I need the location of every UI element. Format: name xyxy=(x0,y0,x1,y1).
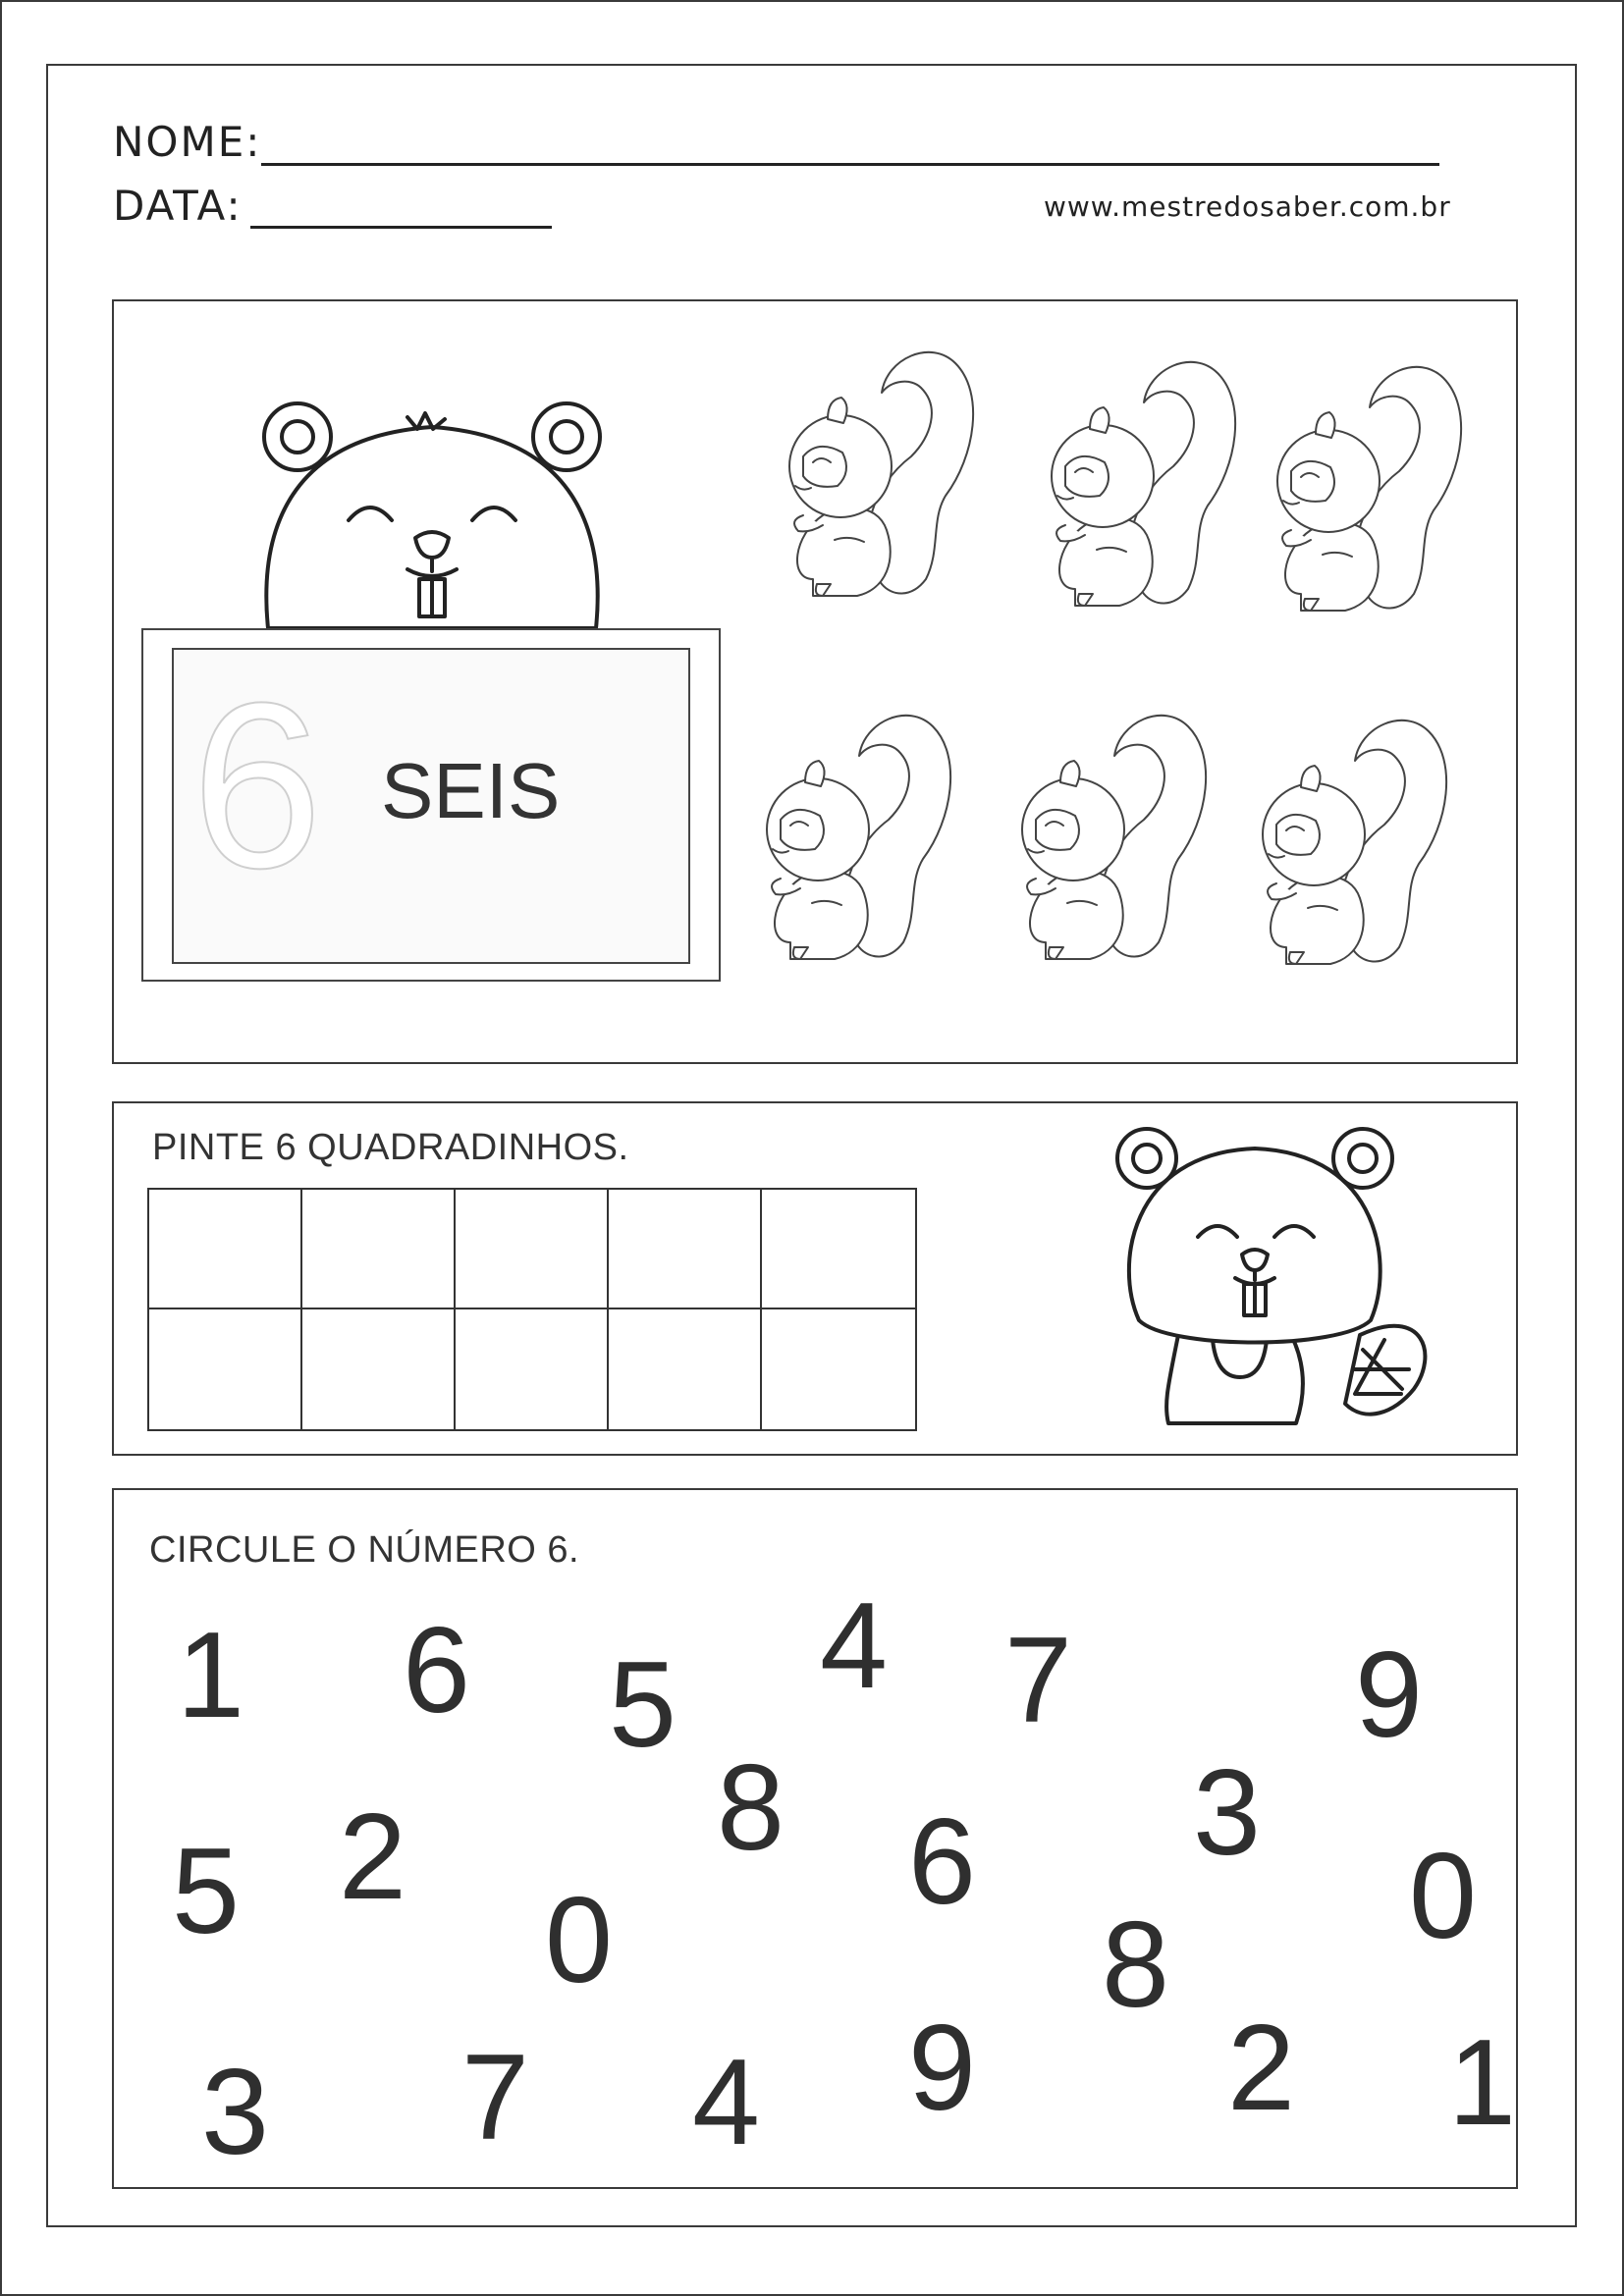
paint-square[interactable] xyxy=(609,1309,762,1429)
paint-square[interactable] xyxy=(149,1190,302,1309)
digit-option[interactable]: 2 xyxy=(339,1789,406,1925)
squirrel-icon xyxy=(1262,353,1478,618)
digit-option[interactable]: 8 xyxy=(717,1740,785,1876)
digit-option[interactable]: 5 xyxy=(172,1824,240,1959)
paint-grid xyxy=(147,1188,917,1431)
paint-square[interactable] xyxy=(762,1190,915,1309)
squirrel-icon xyxy=(751,702,967,967)
paint-square[interactable] xyxy=(302,1309,456,1429)
squirrel-icon xyxy=(774,339,990,604)
paint-square[interactable] xyxy=(456,1309,609,1429)
beaver-icon xyxy=(1100,1109,1434,1433)
number-word: SEIS xyxy=(381,747,561,834)
name-field[interactable] xyxy=(261,163,1439,166)
digit-option[interactable]: 3 xyxy=(1193,1745,1261,1881)
digit-option[interactable]: 8 xyxy=(1102,1897,1169,2033)
date-label: DATA: xyxy=(113,182,243,230)
paint-instruction: PINTE 6 QUADRADINHOS. xyxy=(152,1127,629,1168)
digit-option[interactable]: 9 xyxy=(1355,1628,1423,1763)
traceable-number[interactable]: 6 xyxy=(191,654,323,917)
paint-square[interactable] xyxy=(302,1190,456,1309)
squirrel-icon xyxy=(1036,348,1252,614)
digit-option[interactable]: 6 xyxy=(403,1603,470,1738)
digit-option[interactable]: 1 xyxy=(1448,2015,1516,2151)
digit-option[interactable]: 2 xyxy=(1227,2001,1295,2136)
paint-square[interactable] xyxy=(456,1190,609,1309)
paint-square[interactable] xyxy=(609,1190,762,1309)
digit-option[interactable]: 0 xyxy=(1409,1829,1477,1964)
digit-option[interactable]: 1 xyxy=(177,1608,244,1743)
digit-option[interactable]: 0 xyxy=(545,1873,613,2008)
digit-option[interactable]: 4 xyxy=(820,1578,888,1714)
digit-option[interactable]: 3 xyxy=(201,2045,269,2180)
name-label: NOME: xyxy=(113,118,262,166)
beaver-icon xyxy=(250,383,614,638)
digit-option[interactable]: 7 xyxy=(1004,1613,1072,1748)
date-field[interactable] xyxy=(250,226,552,229)
squirrel-icon xyxy=(1247,707,1463,972)
paint-square[interactable] xyxy=(149,1309,302,1429)
digit-option[interactable]: 9 xyxy=(908,2001,976,2136)
digit-option[interactable]: 6 xyxy=(908,1794,976,1930)
circle-instruction: CIRCULE O NÚMERO 6. xyxy=(149,1529,580,1571)
digit-option[interactable]: 7 xyxy=(461,2030,529,2165)
digit-option[interactable]: 4 xyxy=(692,2035,760,2170)
squirrel-icon xyxy=(1006,702,1222,967)
paint-square[interactable] xyxy=(762,1309,915,1429)
website-url: www.mestredosaber.com.br xyxy=(1044,190,1451,223)
digit-option[interactable]: 5 xyxy=(609,1637,677,1773)
circle-task-panel xyxy=(112,1488,1518,2189)
